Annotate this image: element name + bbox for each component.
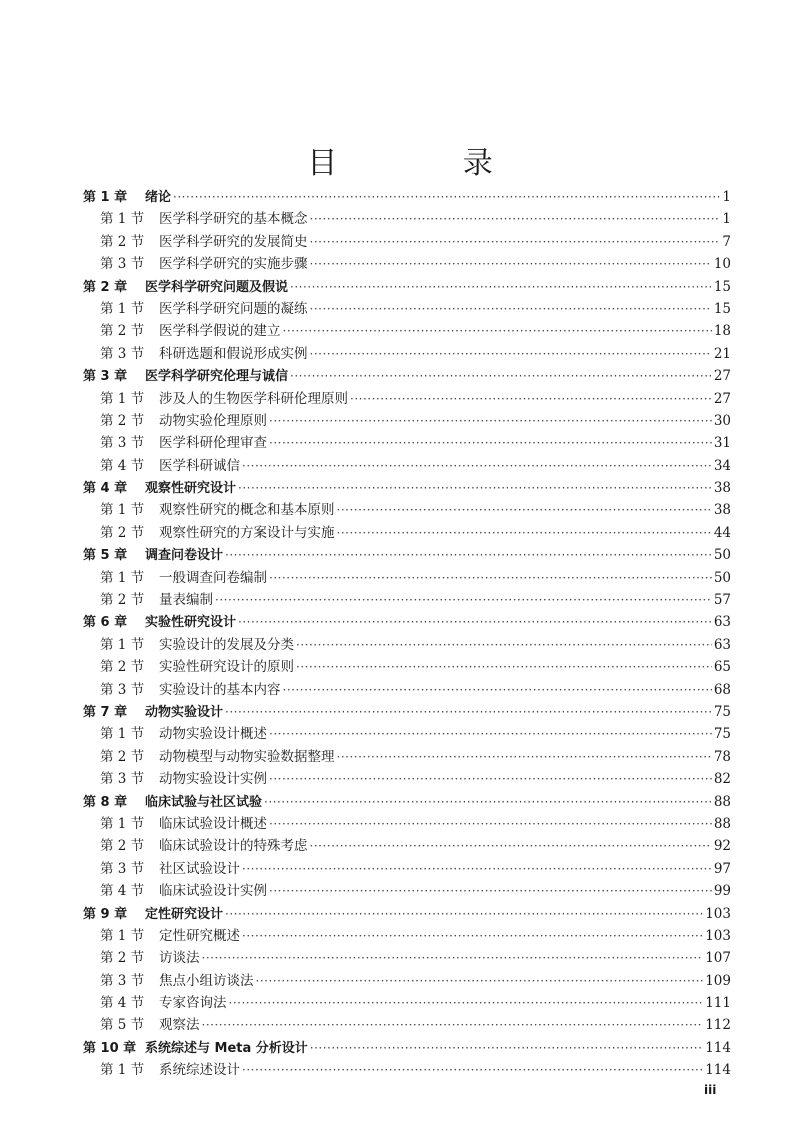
dot-leader bbox=[202, 947, 704, 969]
toc-entry-label: 第 1 章 bbox=[83, 190, 128, 205]
toc-entry-title: 专家咨询法 bbox=[159, 995, 227, 1012]
toc-entry-title: 医学科学研究的发展简史 bbox=[159, 233, 308, 250]
toc-entry-page: 65 bbox=[713, 659, 731, 676]
toc-entry-title: 医学科研诚信 bbox=[159, 457, 240, 474]
toc-entry-label: 第 3 节 bbox=[100, 972, 145, 989]
dot-leader bbox=[269, 410, 712, 432]
toc-section-row[interactable] bbox=[83, 970, 731, 992]
toc-chapter-row[interactable] bbox=[83, 544, 731, 566]
toc-entry-page: 15 bbox=[713, 278, 731, 295]
toc-entry-title: 动物实验设计 bbox=[145, 704, 224, 720]
toc-section-row[interactable] bbox=[83, 231, 731, 253]
toc-entry-title: 医学科学研究伦理与诚信 bbox=[145, 369, 289, 385]
toc-entry-label: 第 6 章 bbox=[83, 615, 128, 631]
toc-section-row[interactable] bbox=[83, 768, 731, 790]
toc-entry-label: 第 4 节 bbox=[100, 995, 145, 1012]
dot-leader bbox=[350, 388, 712, 410]
table-of-contents bbox=[83, 186, 731, 1082]
toc-entry-label: 第 1 节 bbox=[100, 636, 145, 653]
page-title: 目 录 bbox=[307, 146, 551, 182]
toc-entry-label: 第 2 节 bbox=[100, 659, 145, 676]
toc-section-row[interactable] bbox=[83, 298, 731, 320]
toc-entry-title: 调查问卷设计 bbox=[145, 548, 224, 564]
toc-entry-title: 动物实验设计实例 bbox=[159, 771, 267, 788]
toc-entry-page: 21 bbox=[713, 345, 731, 362]
toc-entry-page: 27 bbox=[713, 368, 731, 385]
toc-entry-label: 第 3 节 bbox=[100, 860, 145, 877]
toc-entry-title: 一般调查问卷编制 bbox=[159, 569, 267, 586]
toc-entry-label: 第 2 节 bbox=[100, 524, 145, 541]
toc-entry-label: 第 1 节 bbox=[100, 300, 145, 317]
toc-entry-page: 50 bbox=[713, 569, 731, 586]
toc-entry-page: 7 bbox=[722, 233, 731, 250]
toc-entry-title: 定性研究概述 bbox=[159, 927, 240, 944]
toc-entry-page: 88 bbox=[713, 815, 731, 832]
toc-section-row[interactable] bbox=[83, 1014, 731, 1036]
toc-chapter-row[interactable] bbox=[83, 1037, 731, 1059]
toc-entry-label: 第 1 节 bbox=[100, 569, 145, 586]
toc-entry-title: 医学科学假说的建立 bbox=[159, 323, 281, 340]
toc-entry-title: 观察法 bbox=[159, 1017, 200, 1034]
dot-leader bbox=[242, 1059, 703, 1081]
toc-entry-page: 1 bbox=[722, 211, 731, 228]
toc-entry-title: 医学科学研究问题的凝练 bbox=[159, 300, 308, 317]
toc-entry-page: 15 bbox=[713, 300, 731, 317]
dot-leader bbox=[337, 522, 712, 544]
toc-entry-label: 第 4 节 bbox=[100, 883, 145, 900]
dot-leader bbox=[310, 1037, 703, 1059]
dot-leader bbox=[269, 813, 712, 835]
toc-entry-title: 焦点小组访谈法 bbox=[159, 972, 254, 989]
toc-entry-title: 观察性研究的方案设计与实施 bbox=[159, 524, 335, 541]
toc-section-row[interactable] bbox=[83, 858, 731, 880]
toc-entry-label: 第 2 节 bbox=[100, 748, 145, 765]
toc-entry-label: 第 1 节 bbox=[100, 927, 145, 944]
toc-section-row[interactable] bbox=[83, 925, 731, 947]
toc-section-row[interactable] bbox=[83, 455, 731, 477]
toc-entry-page: 63 bbox=[713, 614, 731, 631]
toc-entry-label: 第 1 节 bbox=[100, 390, 145, 407]
toc-entry-page: 114 bbox=[705, 1039, 731, 1056]
toc-entry-title: 系统综述设计 bbox=[159, 1062, 240, 1079]
dot-leader bbox=[283, 679, 712, 701]
dot-leader bbox=[337, 746, 712, 768]
dot-leader bbox=[310, 253, 712, 275]
toc-entry-page: 111 bbox=[705, 995, 731, 1012]
toc-section-row[interactable] bbox=[83, 947, 731, 969]
toc-section-row[interactable] bbox=[83, 253, 731, 275]
toc-chapter-row[interactable] bbox=[83, 365, 731, 387]
toc-entry-label: 第 4 节 bbox=[100, 457, 145, 474]
toc-entry-page: 68 bbox=[713, 681, 731, 698]
toc-chapter-row[interactable] bbox=[83, 276, 731, 298]
dot-leader bbox=[269, 880, 712, 902]
dot-leader bbox=[225, 544, 712, 566]
toc-entry-page: 27 bbox=[713, 390, 731, 407]
toc-section-row[interactable] bbox=[83, 410, 731, 432]
toc-entry-label: 第 3 节 bbox=[100, 771, 145, 788]
toc-section-row[interactable] bbox=[83, 208, 731, 230]
toc-section-row[interactable] bbox=[83, 835, 731, 857]
toc-entry-page: 99 bbox=[713, 883, 731, 900]
toc-entry-title: 社区试验设计 bbox=[159, 860, 240, 877]
toc-section-row[interactable] bbox=[83, 656, 731, 678]
toc-chapter-row[interactable] bbox=[83, 186, 731, 208]
dot-leader bbox=[225, 701, 712, 723]
dot-leader bbox=[256, 970, 704, 992]
toc-section-row[interactable] bbox=[83, 589, 731, 611]
toc-entry-title: 动物实验伦理原则 bbox=[159, 412, 267, 429]
toc-entry-page: 97 bbox=[713, 860, 731, 877]
toc-chapter-row[interactable] bbox=[83, 701, 731, 723]
dot-leader bbox=[296, 656, 712, 678]
dot-leader bbox=[296, 634, 712, 656]
toc-entry-label: 第 3 节 bbox=[100, 435, 145, 452]
toc-entry-title: 绪论 bbox=[145, 190, 172, 205]
toc-entry-page: 10 bbox=[713, 256, 731, 273]
toc-entry-label: 第 7 章 bbox=[83, 704, 128, 720]
toc-entry-page: 34 bbox=[713, 457, 731, 474]
toc-entry-title: 临床试验设计概述 bbox=[159, 815, 267, 832]
toc-entry-page: 75 bbox=[713, 726, 731, 743]
toc-entry-title: 动物模型与动物实验数据整理 bbox=[159, 748, 335, 765]
toc-entry-page: 57 bbox=[713, 592, 731, 609]
toc-entry-title: 定性研究设计 bbox=[145, 906, 224, 922]
dot-leader bbox=[310, 835, 712, 857]
toc-entry-page: 1 bbox=[722, 189, 731, 205]
toc-entry-page: 88 bbox=[713, 793, 731, 810]
page-number: iii bbox=[704, 1083, 717, 1097]
dot-leader bbox=[238, 477, 712, 499]
toc-chapter-row[interactable] bbox=[83, 903, 731, 925]
toc-entry-label: 第 2 节 bbox=[100, 838, 145, 855]
toc-section-row[interactable] bbox=[83, 567, 731, 589]
toc-entry-label: 第 1 节 bbox=[100, 1062, 145, 1079]
toc-entry-title: 观察性研究的概念和基本原则 bbox=[159, 502, 335, 519]
toc-entry-label: 第 3 节 bbox=[100, 256, 145, 273]
toc-entry-page: 63 bbox=[713, 636, 731, 653]
toc-entry-page: 103 bbox=[705, 905, 731, 922]
dot-leader bbox=[269, 723, 712, 745]
toc-section-row[interactable] bbox=[83, 992, 731, 1014]
dot-leader bbox=[264, 791, 712, 813]
toc-section-row[interactable] bbox=[83, 343, 731, 365]
dot-leader bbox=[242, 925, 703, 947]
toc-entry-title: 医学科研伦理审查 bbox=[159, 435, 267, 452]
toc-entry-label: 第 3 节 bbox=[100, 345, 145, 362]
dot-leader bbox=[242, 455, 712, 477]
toc-entry-label: 第 9 章 bbox=[83, 906, 128, 922]
toc-entry-title: 医学科学研究的实施步骤 bbox=[159, 256, 308, 273]
toc-entry-title: 动物实验设计概述 bbox=[159, 726, 267, 743]
toc-entry-page: 78 bbox=[713, 748, 731, 765]
toc-entry-title: 临床试验与社区试验 bbox=[145, 794, 263, 810]
toc-section-row[interactable] bbox=[83, 320, 731, 342]
toc-entry-title: 观察性研究设计 bbox=[145, 481, 237, 497]
dot-leader bbox=[283, 320, 712, 342]
dot-leader bbox=[310, 343, 712, 365]
toc-entry-label: 第 2 节 bbox=[100, 233, 145, 250]
toc-section-row[interactable] bbox=[83, 634, 731, 656]
toc-chapter-row[interactable] bbox=[83, 611, 731, 633]
toc-section-row[interactable] bbox=[83, 522, 731, 544]
dot-leader bbox=[269, 432, 712, 454]
dot-leader bbox=[242, 858, 712, 880]
dot-leader bbox=[337, 499, 712, 521]
dot-leader bbox=[238, 611, 712, 633]
toc-entry-page: 92 bbox=[713, 838, 731, 855]
dot-leader bbox=[269, 768, 712, 790]
toc-section-row[interactable] bbox=[83, 746, 731, 768]
toc-entry-label: 第 3 节 bbox=[100, 681, 145, 698]
toc-entry-label: 第 2 节 bbox=[100, 592, 145, 609]
toc-entry-title: 临床试验设计实例 bbox=[159, 883, 267, 900]
dot-leader bbox=[225, 903, 703, 925]
toc-entry-label: 第 2 章 bbox=[83, 279, 128, 295]
toc-entry-page: 38 bbox=[713, 502, 731, 519]
toc-entry-label: 第 2 节 bbox=[100, 412, 145, 429]
toc-entry-label: 第 5 章 bbox=[83, 548, 128, 564]
toc-entry-title: 实验设计的基本内容 bbox=[159, 681, 281, 698]
toc-chapter-row[interactable] bbox=[83, 477, 731, 499]
toc-entry-page: 114 bbox=[705, 1062, 731, 1079]
toc-section-row[interactable] bbox=[83, 813, 731, 835]
toc-entry-page: 44 bbox=[713, 524, 731, 541]
toc-entry-page: 50 bbox=[713, 547, 731, 564]
toc-entry-page: 112 bbox=[705, 1017, 731, 1034]
toc-entry-title: 系统综述与 Meta 分析设计 bbox=[145, 1040, 308, 1056]
toc-entry-page: 30 bbox=[713, 412, 731, 429]
dot-leader bbox=[215, 589, 712, 611]
toc-entry-label: 第 1 节 bbox=[100, 211, 145, 228]
dot-leader bbox=[310, 298, 712, 320]
toc-entry-title: 访谈法 bbox=[159, 950, 200, 967]
toc-section-row[interactable] bbox=[83, 1059, 731, 1081]
dot-leader bbox=[173, 186, 720, 208]
toc-entry-page: 31 bbox=[713, 435, 731, 452]
toc-entry-page: 103 bbox=[705, 927, 731, 944]
toc-section-row[interactable] bbox=[83, 723, 731, 745]
toc-section-row[interactable] bbox=[83, 388, 731, 410]
dot-leader bbox=[290, 365, 712, 387]
toc-entry-label: 第 3 章 bbox=[83, 369, 128, 385]
dot-leader bbox=[269, 567, 712, 589]
dot-leader bbox=[229, 992, 704, 1014]
toc-entry-title: 量表编制 bbox=[159, 592, 213, 609]
toc-entry-label: 第 10 章 bbox=[83, 1040, 137, 1056]
toc-section-row[interactable] bbox=[83, 432, 731, 454]
toc-entry-page: 18 bbox=[713, 323, 731, 340]
toc-entry-page: 75 bbox=[713, 703, 731, 720]
dot-leader bbox=[310, 208, 721, 230]
toc-entry-label: 第 2 节 bbox=[100, 950, 145, 967]
toc-entry-page: 82 bbox=[713, 771, 731, 788]
toc-entry-label: 第 8 章 bbox=[83, 794, 128, 810]
toc-entry-title: 实验性研究设计的原则 bbox=[159, 659, 294, 676]
dot-leader bbox=[290, 276, 712, 298]
toc-entry-title: 医学科学研究的基本概念 bbox=[159, 211, 308, 228]
dot-leader bbox=[202, 1014, 704, 1036]
toc-entry-label: 第 1 节 bbox=[100, 726, 145, 743]
toc-entry-title: 医学科学研究问题及假说 bbox=[145, 279, 289, 295]
toc-section-row[interactable] bbox=[83, 499, 731, 521]
dot-leader bbox=[310, 231, 721, 253]
toc-section-row[interactable] bbox=[83, 880, 731, 902]
toc-entry-label: 第 4 章 bbox=[83, 481, 128, 497]
toc-entry-title: 实验设计的发展及分类 bbox=[159, 636, 294, 653]
toc-entry-label: 第 5 节 bbox=[100, 1017, 145, 1034]
toc-entry-title: 科研选题和假说形成实例 bbox=[159, 345, 308, 362]
toc-entry-label: 第 2 节 bbox=[100, 323, 145, 340]
toc-chapter-row[interactable] bbox=[83, 791, 731, 813]
toc-entry-page: 107 bbox=[705, 950, 731, 967]
toc-entry-label: 第 1 节 bbox=[100, 815, 145, 832]
toc-entry-title: 实验性研究设计 bbox=[145, 615, 237, 631]
toc-entry-title: 临床试验设计的特殊考虑 bbox=[159, 838, 308, 855]
toc-entry-label: 第 1 节 bbox=[100, 502, 145, 519]
toc-entry-page: 109 bbox=[705, 972, 731, 989]
toc-section-row[interactable] bbox=[83, 679, 731, 701]
toc-entry-title: 涉及人的生物医学科研伦理原则 bbox=[159, 390, 348, 407]
toc-entry-page: 38 bbox=[713, 480, 731, 497]
